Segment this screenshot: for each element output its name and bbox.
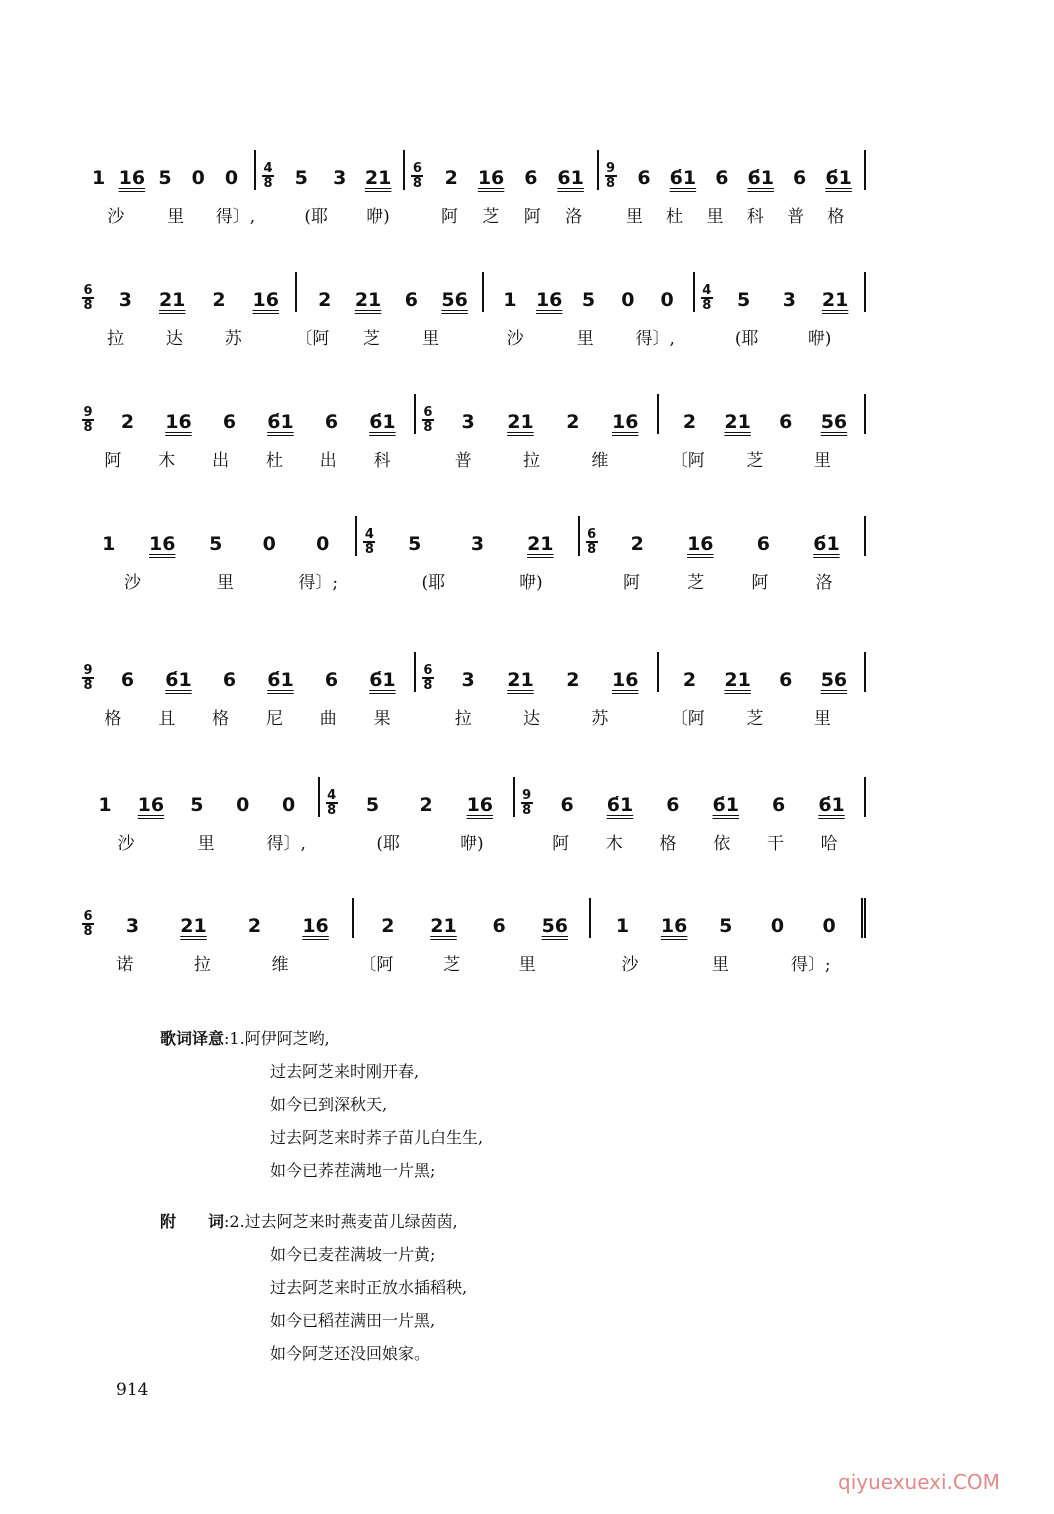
note: 6 (404, 289, 418, 311)
time-numerator: 9 (522, 788, 532, 803)
time-numerator: 4 (364, 527, 374, 542)
lyric-syllable: 咿) (807, 329, 832, 349)
note: 21 (158, 289, 186, 311)
time-denominator: 8 (423, 678, 433, 693)
note: 16 (612, 669, 639, 691)
note: 5 (737, 289, 751, 311)
measure (591, 898, 866, 938)
note: 6 (524, 167, 538, 189)
note: 56 (820, 411, 848, 433)
lyric-syllable: 阿 (623, 573, 641, 593)
note: 0 (660, 289, 674, 311)
lyric-syllable: 依 (713, 834, 731, 854)
note: 2 (566, 669, 580, 691)
measure (297, 272, 484, 312)
time-signature (422, 664, 434, 692)
note: 56 (820, 669, 848, 691)
note: 6́1 (669, 167, 697, 189)
lyric-syllable: 杜 (265, 451, 283, 471)
time-denominator: 8 (412, 176, 422, 191)
lyric-syllable: 里 (813, 709, 831, 729)
verse-2-line: 过去阿芝来时正放水插稻秧, (270, 1278, 468, 1297)
note: 3 (782, 289, 796, 311)
lyric-syllable: 得〕, (635, 329, 675, 349)
lyric-syllable: 普 (454, 451, 472, 471)
lyric-syllable: 阿 (552, 834, 570, 854)
note: 6́1 (825, 167, 852, 189)
time-numerator: 6 (587, 527, 597, 542)
note: 6 (222, 669, 237, 691)
lyric-syllable: 得〕; (298, 573, 339, 593)
note: 0 (770, 915, 785, 937)
measure (599, 150, 866, 190)
time-numerator: 6 (83, 909, 93, 924)
note: 6 (666, 794, 680, 816)
measure (320, 777, 515, 817)
note: 5 (581, 289, 596, 311)
note: 2 (419, 794, 433, 816)
lyric-syllable: 〔阿 (295, 329, 330, 349)
measure (515, 777, 866, 817)
note: 21 (354, 289, 382, 311)
note: 3 (118, 289, 132, 311)
note: 16 (118, 167, 146, 189)
translation-heading: 歌词译意 (160, 1029, 225, 1048)
lyric-syllable: 芝 (482, 207, 500, 227)
verse-2-line: 如今已麦茬满坡一片黄; (270, 1245, 436, 1264)
lyric-syllable: 出 (212, 451, 230, 471)
note: 2 (444, 167, 458, 189)
lyric-syllable: 洛 (815, 573, 833, 593)
note: 21 (724, 669, 751, 691)
time-numerator: 6 (83, 283, 93, 298)
measure (76, 898, 354, 938)
lyric-syllable: 里 (422, 329, 440, 349)
time-numerator: 6 (412, 161, 422, 176)
time-denominator: 8 (522, 803, 532, 818)
time-denominator: 8 (605, 176, 616, 191)
lyric-syllable: 普 (787, 207, 805, 227)
lyric-syllable: 维 (271, 955, 289, 975)
note: 21 (527, 533, 554, 555)
note: 16 (477, 167, 505, 189)
lyric-syllable: 干 (766, 834, 784, 854)
lyric-syllable: 格 (104, 709, 122, 729)
measure (695, 272, 866, 312)
note: 16 (302, 915, 329, 937)
note: 5 (719, 915, 733, 937)
time-signature (521, 789, 533, 817)
note: 16 (252, 289, 279, 311)
lyric-syllable: 苏 (224, 329, 242, 349)
note: 6 (120, 669, 135, 691)
time-signature (363, 528, 375, 556)
note: 5 (158, 167, 172, 189)
time-denominator: 8 (364, 542, 374, 557)
lyric-syllable: 木 (158, 451, 176, 471)
time-signature (82, 284, 94, 312)
note: 5 (365, 794, 380, 816)
lyric-syllable: 得〕, (266, 834, 306, 854)
lyric-syllable: 格 (659, 834, 677, 854)
lyric-syllable: 科 (746, 207, 764, 227)
note: 16 (535, 289, 563, 311)
note: 2 (381, 915, 395, 937)
time-signature (586, 528, 598, 556)
watermark: qiyuexuexi.COM (838, 1470, 1000, 1494)
measure (354, 898, 591, 938)
time-denominator: 8 (83, 924, 93, 939)
lyric-syllable: 果 (373, 709, 391, 729)
note: 6́1 (267, 669, 294, 691)
measure (580, 516, 866, 556)
note: 3 (470, 533, 485, 555)
note: 6́1 (712, 794, 739, 816)
note: 21 (507, 411, 534, 433)
time-signature (422, 406, 434, 434)
lyric-syllable: 里 (167, 207, 185, 227)
note: 6 (492, 915, 506, 937)
note: 0 (316, 533, 330, 555)
note: 6́1 (818, 794, 845, 816)
note: 2 (247, 915, 262, 937)
lyric-syllable: 里 (216, 573, 234, 593)
measure (76, 150, 256, 190)
lyric-syllable: 杜 (666, 207, 684, 227)
lyric-syllable: 格 (212, 709, 230, 729)
note: 21 (180, 915, 207, 937)
note: 0 (282, 794, 296, 816)
note: 1 (615, 915, 630, 937)
lyric-syllable: 里 (711, 955, 729, 975)
score-row (76, 394, 866, 471)
note: 0 (224, 167, 239, 189)
lyric-syllable: 里 (518, 955, 536, 975)
time-denominator: 8 (702, 298, 712, 313)
measure (416, 652, 660, 692)
measure (256, 150, 405, 190)
verse-1-line: 如今已到深秋天, (270, 1095, 388, 1114)
lyric-syllable: 曲 (319, 709, 337, 729)
verse-1-line: 过去阿芝来时荞子苗儿白生生, (270, 1128, 484, 1147)
note: 6́1 (369, 669, 396, 691)
time-signature (701, 284, 713, 312)
note: 6́1 (813, 533, 840, 555)
lyric-syllable: 木 (605, 834, 623, 854)
page-number: 914 (116, 1380, 149, 1400)
lyric-syllable: 里 (576, 329, 594, 349)
score-row (76, 898, 866, 975)
lyric-syllable: 里 (197, 834, 215, 854)
note: 6́1 (165, 669, 192, 691)
lyric-syllable: 咿) (460, 834, 484, 854)
note: 2 (682, 411, 697, 433)
note: 2 (120, 411, 135, 433)
note: 6́1 (606, 794, 634, 816)
time-denominator: 8 (263, 176, 273, 191)
time-numerator: 6 (423, 405, 433, 420)
note: 16 (612, 411, 639, 433)
measure (484, 272, 695, 312)
lyric-syllable: 得〕, (215, 207, 256, 227)
time-denominator: 8 (83, 420, 93, 435)
lyric-syllable: 〔阿 (670, 451, 705, 471)
lyric-syllable: 咿) (518, 573, 543, 593)
note: 6 (756, 533, 770, 555)
note: 6 (637, 167, 651, 189)
lyric-syllable: 里 (813, 451, 831, 471)
time-signature (411, 162, 423, 190)
time-signature (82, 406, 94, 434)
note: 16 (660, 915, 688, 937)
note: 0 (621, 289, 635, 311)
note: 2 (566, 411, 580, 433)
lyric-syllable: 苏 (591, 709, 609, 729)
verse-2-first-line: :2.过去阿芝来时燕麦苗儿绿茵茵, (224, 1212, 458, 1231)
time-signature (326, 789, 338, 817)
lyric-syllable: 拉 (454, 709, 472, 729)
note: 16 (149, 533, 176, 555)
note: 1 (503, 289, 517, 311)
lyric-syllable: 〔阿 (359, 955, 394, 975)
lyric-syllable: 芝 (362, 329, 380, 349)
verse-1-line: 过去阿芝来时刚开春, (270, 1062, 420, 1081)
lyric-syllable: (耶 (376, 834, 400, 854)
lyric-syllable: 且 (158, 709, 176, 729)
lyric-syllable: 芝 (687, 573, 705, 593)
lyric-syllable: 沙 (123, 573, 141, 593)
score-row (76, 516, 866, 593)
note: 21 (364, 167, 392, 189)
note: 5 (209, 533, 223, 555)
lyric-syllable: 洛 (565, 207, 583, 227)
time-signature (82, 910, 94, 938)
time-denominator: 8 (83, 298, 93, 313)
note: 1 (98, 794, 112, 816)
score-row (76, 272, 866, 349)
time-numerator: 9 (83, 405, 93, 420)
lyric-syllable: 得〕; (790, 955, 831, 975)
time-signature (82, 664, 94, 692)
lyric-syllable: (耶 (734, 329, 759, 349)
note: 21 (821, 289, 849, 311)
lyric-syllable: 沙 (117, 834, 135, 854)
note: 6 (772, 794, 786, 816)
time-signature (262, 162, 274, 190)
measure (659, 652, 866, 692)
time-numerator: 4 (263, 161, 273, 176)
time-numerator: 9 (83, 663, 93, 678)
lyric-syllable: 哈 (820, 834, 838, 854)
note: 1 (102, 533, 116, 555)
measure (76, 516, 357, 556)
note: 56 (541, 915, 569, 937)
note: 6 (793, 167, 807, 189)
verse-2-line: 如今阿芝还没回娘家。 (270, 1344, 431, 1363)
note: 6́1 (747, 167, 774, 189)
note: 6 (324, 669, 339, 691)
lyric-syllable: 达 (165, 329, 183, 349)
note: 21 (507, 669, 534, 691)
lyrics-translation (160, 1022, 483, 1370)
measure (76, 652, 416, 692)
lyric-syllable: 出 (319, 451, 337, 471)
note: 5 (408, 533, 422, 555)
lyric-syllable: 格 (827, 207, 845, 227)
lyric-syllable: 达 (523, 709, 541, 729)
lyric-syllable: 咿) (366, 207, 390, 227)
time-denominator: 8 (587, 542, 597, 557)
note: 61 (557, 167, 584, 189)
lyric-syllable: 芝 (443, 955, 461, 975)
score-row (76, 652, 866, 729)
lyric-syllable: 阿 (523, 207, 541, 227)
note: 16 (137, 794, 165, 816)
note: 6 (779, 411, 793, 433)
note: 3 (333, 167, 347, 189)
note: 6 (715, 167, 729, 189)
time-numerator: 4 (327, 788, 337, 803)
lyric-syllable: 沙 (506, 329, 524, 349)
time-numerator: 6 (423, 663, 433, 678)
note: 16 (165, 411, 192, 433)
measure (76, 777, 320, 817)
verse-1-first-line: :1.阿伊阿芝哟, (224, 1029, 330, 1048)
lyric-syllable: 阿 (440, 207, 458, 227)
note: 1 (91, 167, 106, 189)
lyric-syllable: 里 (625, 207, 643, 227)
note: 3 (125, 915, 140, 937)
note: 2 (212, 289, 226, 311)
time-numerator: 4 (702, 283, 712, 298)
note: 0 (822, 915, 836, 937)
lyric-syllable: 尼 (265, 709, 283, 729)
time-denominator: 8 (423, 420, 433, 435)
lyric-syllable: 拉 (193, 955, 211, 975)
note: 6 (324, 411, 339, 433)
time-signature (605, 162, 617, 190)
note: 2 (682, 669, 697, 691)
lyric-syllable: 阿 (104, 451, 122, 471)
measure (357, 516, 579, 556)
lyric-syllable: 诺 (116, 955, 134, 975)
lyric-syllable: 阿 (751, 573, 769, 593)
score-row (76, 150, 866, 227)
lyric-syllable: 芝 (746, 709, 764, 729)
note: 6́1 (267, 411, 294, 433)
lyric-syllable: 拉 (523, 451, 541, 471)
lyric-syllable: 芝 (746, 451, 764, 471)
lyric-syllable: 沙 (621, 955, 639, 975)
note: 5 (190, 794, 204, 816)
lyric-syllable: (耶 (421, 573, 446, 593)
note: 3 (461, 411, 475, 433)
score-row (76, 777, 866, 854)
note: 6 (779, 669, 793, 691)
note: 3 (461, 669, 475, 691)
measure (76, 272, 297, 312)
note: 16 (466, 794, 494, 816)
verse-1-line: 如今已荞茬满地一片黑; (270, 1161, 436, 1180)
verse-2-line: 如今已稻茬满田一片黑, (270, 1311, 436, 1330)
measure (76, 394, 416, 434)
note: 6 (560, 794, 574, 816)
lyric-syllable: (耶 (304, 207, 328, 227)
note: 6́1 (369, 411, 396, 433)
lyric-syllable: 里 (706, 207, 724, 227)
note: 56 (441, 289, 468, 311)
appendix-heading: 附 词 (160, 1212, 225, 1231)
note: 0 (191, 167, 205, 189)
time-denominator: 8 (83, 678, 93, 693)
lyric-syllable: 科 (373, 451, 391, 471)
note: 2 (630, 533, 644, 555)
note: 5 (294, 167, 308, 189)
note: 2 (318, 289, 332, 311)
lyric-syllable: 拉 (106, 329, 124, 349)
measure (659, 394, 866, 434)
lyric-syllable: 〔阿 (670, 709, 705, 729)
measure (405, 150, 598, 190)
note: 21 (724, 411, 751, 433)
measure (416, 394, 660, 434)
note: 21 (430, 915, 457, 937)
note: 0 (236, 794, 250, 816)
note: 16 (687, 533, 714, 555)
time-numerator: 9 (605, 161, 616, 176)
lyric-syllable: 沙 (107, 207, 125, 227)
note: 6 (222, 411, 237, 433)
note: 0 (262, 533, 276, 555)
lyric-syllable: 维 (591, 451, 609, 471)
time-denominator: 8 (327, 803, 337, 818)
